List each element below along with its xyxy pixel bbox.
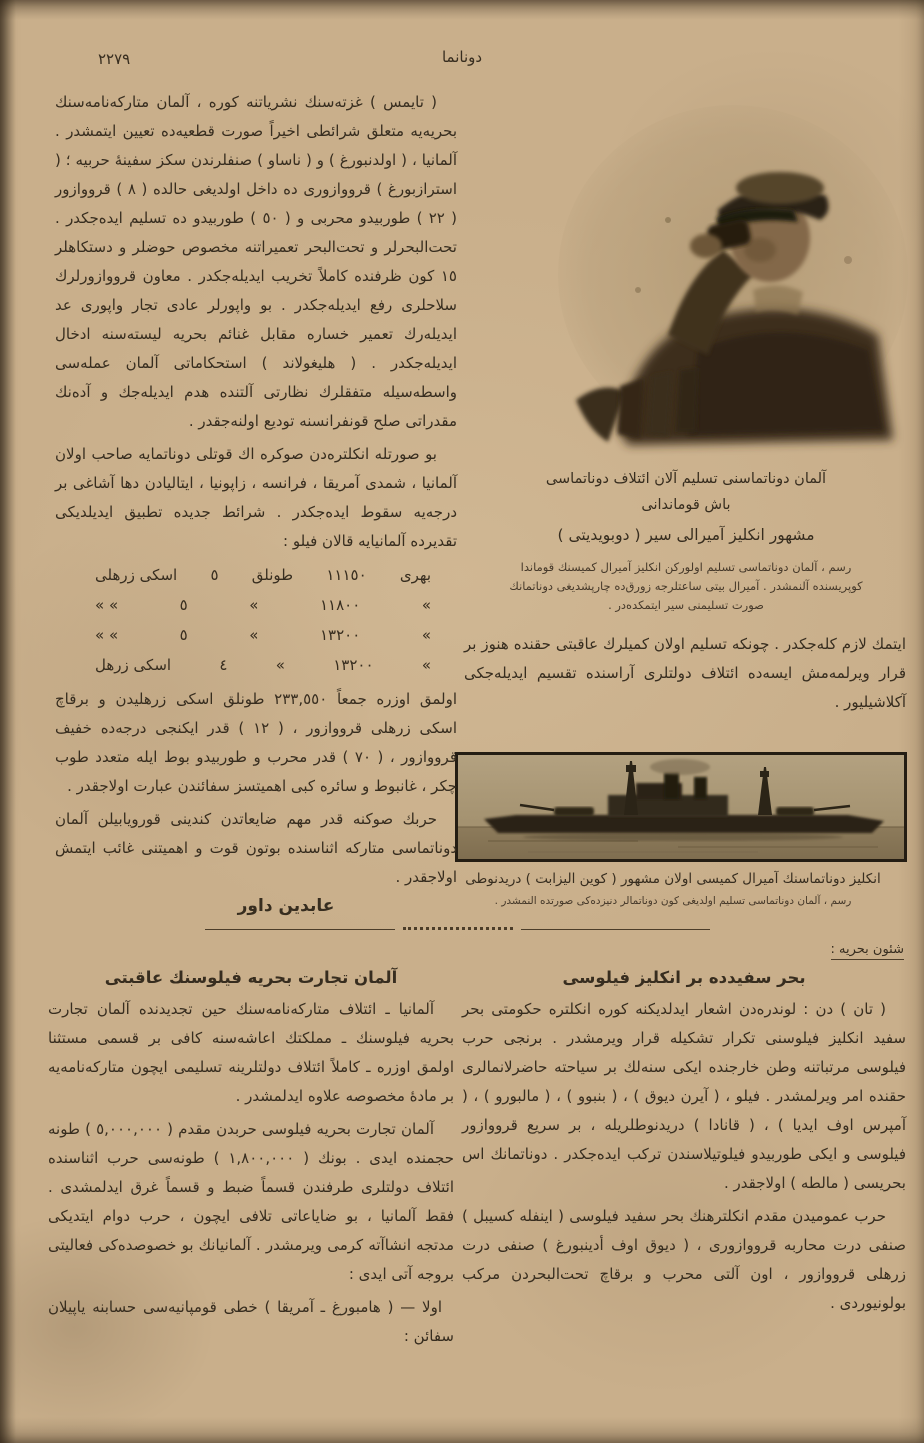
battleship-photo: [455, 752, 907, 862]
naval-affairs-rubric: [831, 938, 905, 960]
table-row: [55, 590, 457, 620]
article-heading: بحر سفيدده بر انكليز فيلوسى: [562, 968, 806, 987]
article-paragraph: ( تان ) دن : لوندره‌دن اشعار ايدلديكنه كوره انكلتره حكومتى بحر سفيد انكليز فيلوسنى تكرار تشكيله قرار ويرمشدر . برنجى حرب فيلوسى مرتباتنه وطن خارجنده ايكى سنه‌لك بر سياحته حاضرلانمالرى حقنده امر ويرلمشدر . فيلو ، ( آيرن ديوق ) ، ( بنبوو ) ، ( مالبورو ) ، ( آمپرس اوف ايديا ) ، ( قانادا ) دريدنوطلريله ، بر سريع قرووازور فيلوسى و ايكى طوربيدو فيلوتيلاسندن تركب ايده‌جكدر . دوناتمانك اس بحريسى ( مالطه ) اولاجقدر .: [462, 1000, 906, 1192]
article-paragraph: اولمق اوزره جمعاً ٢٣٣,٥٥٠ طونلق اسكى زرهليدن و برقاچ اسكى زرهلى قرووازور ، ( ١٢ ) قدر ايكنجى درجه‌ده خفيف قرووازور ، ( ٧٠ ) قدر محرب و طوربيدو بوط ايله متعدد طوب چكر ، غانبوط و سائره كبى اهميتسز سفائندن عبارت اولاجقدر .: [55, 690, 457, 795]
caption-line: انكليز دوناتماسنك آميرال كميسى اولان مشهور ( كوين اليزابت ) دريدنوطى: [465, 871, 881, 887]
fleet-strength-table: [55, 560, 457, 680]
caption-note: رسم ، آلمان دوناتماسى تسليم اولوركن انكليز آميرال كميسنك قوماندا كوپريسنده آلنمشدر . آميرال بيتى ساعتلرجه زورق‌ده چارپشديغى دوناتمانك صورت تسليمنى سير ايتمكده‌در .: [509, 560, 863, 612]
article-paragraph: اولا — ( هامبورغ ـ آمريقا ) خطى قومپانيه‌سى حسابنه ياپيلان سفائن :: [48, 1298, 454, 1345]
german-fleet-article: [55, 88, 457, 916]
article-paragraph: حرب عموميدن مقدم انكلترهنك بحر سفيد فيلوسى ( اينفله كسيبل ) صنفى درت محاربه قرووازورى ، ( ديوق اوف أدينبورغ ) صنفى درت زرهلى قرووازور ، اون آلتى محرب و برقاچ تحت‌البحردن مركب بولونيوردى .: [462, 1207, 906, 1312]
admiral-photo: [548, 100, 908, 456]
article-paragraph: حربك صوكنه قدر مهم ضايعاتدن كندينى قورويابيلن آلمان دوناتماسى متاركه اثناسنده بوتون قوت و اهميتنى غائب ايتمش اولاجقدر .: [55, 810, 457, 886]
divider-rule: [521, 929, 711, 930]
table-cell: ١١٨٠٠: [319, 596, 361, 614]
table-cell: » »: [95, 596, 119, 614]
table-row: [55, 620, 457, 650]
section-divider: [205, 928, 710, 931]
table-cell: ٥: [179, 626, 188, 644]
page-title: دونانما: [441, 48, 483, 66]
article-paragraph: بو صورتله انكلتره‌دن صوكره اك قوتلى دوناتمايه صاحب اولان آلمانيا ، شمدى آمريقا ، فرانسه ، زاپونيا ، ايتاليادن دها آشاغى بر درجه‌يه سقوط ايده‌جكدر . شرائط جديده تطبيق ايديلديكى تقديرده آلمانيايه قالان فيلو :: [55, 445, 457, 550]
table-cell: ١٣٢٠٠: [319, 626, 361, 644]
merchant-marine-article: [48, 968, 454, 1355]
table-cell: » »: [95, 626, 119, 644]
admiral-photo-illustration: [548, 100, 908, 456]
table-cell: »: [421, 626, 431, 644]
table-row: [55, 650, 457, 680]
table-cell: اسكى زرهل: [95, 656, 172, 674]
article-paragraph: آلمان تجارت بحريه فيلوسى حربدن مقدم ( ٥,٠٠٠,٠٠٠ ) طونه حجمنده ايدى . بونك ( ١,٨٠٠,٠٠٠ ) طونه‌سى حرب اثناسنده ائتلاف دولتلرى طرفندن قسماً ضبط و قسماً غرق ايدلمشدى . فقط آلمانيا ، بو ضاياعاتى تلافى ايچون ، حرب دوام ايتديكى مدتجه انشاآته كرمى ويرمشدر . آلمانيانك بو خصوصده‌كى فعاليتى بروجه آتى ايدى :: [48, 1120, 454, 1283]
mediterranean-fleet-article: [462, 968, 906, 1322]
divider-dots-ornament: [403, 927, 513, 930]
table-cell: »: [275, 656, 285, 674]
article-paragraph: ( تايمس ) غزته‌سنك نشرياتنه كوره ، آلمان متاركه‌نامه‌سنك بحريه‌يه متعلق شرائطى اخيراً صورت قطعيه‌ده تعيين ايتمشدر . آلمانيا ، ( اولدنبورغ ) و ( ناساو ) صنفلرندن سكز سفينۀ حربيه ؛ ( استرازبورغ ) قرووازورى ده داخل اولديغى حالده ( ٨ ) قرووازور ( ٢٢ ) طوربيدو محربى و ( ٥٠ ) طوربيدو ده تسليم ايده‌جكدر . تحت‌البحرلر و تحت‌البحر تعميراتنه مخصوص حوضلر و دستكاهلر ١٥ كون ظرفنده كاملاً تخريب ايديله‌جكدر . معاون قرووازورلرك سلاحلرى رفع ايديله‌جكدر . بو واپورلر عادى تجار واپورى عد ايديله‌رك تعمير خساره مقابل غنائم بحريه ليسته‌سنه ادخال ايديله‌جكدر . ( هليغولاند ) استحكاماتى آلمان عمله‌سى واسطه‌سيله متفقلرك نظارتى آلتنده هدم ايديله‌جك و آده‌نك مقدراتى صلح قونفرانسنه توديع اولنه‌جقدر .: [55, 93, 458, 430]
article-heading: آلمان تجارت بحريه فيلوسنك عاقبتى: [104, 968, 398, 987]
table-cell: »: [421, 656, 431, 674]
table-cell: ٥: [179, 596, 188, 614]
table-cell: اسكى زرهلى: [95, 566, 178, 584]
table-cell: »: [249, 626, 259, 644]
author-signature: عابدين داور: [237, 896, 335, 916]
table-cell: »: [421, 596, 431, 614]
table-cell: ١١١٥٠: [326, 566, 367, 584]
caption-line: مشهور انكليز آميرالى سير ( دوبويديتى ): [557, 526, 815, 544]
battleship-photo-caption: [438, 868, 908, 910]
table-row: [55, 560, 457, 590]
rubric-label: شئون بحريه :: [831, 942, 905, 960]
table-cell: ١٣٢٠٠: [333, 656, 374, 674]
divider-rule: [205, 929, 395, 930]
caption-note: رسم ، آلمان دوناتماسى تسليم اولديغى كون دوناتمالر دنيزده‌كى صورتده النمشدر .: [494, 895, 852, 907]
article-paragraph: ايتمك لازم كله‌جكدر . چونكه تسليم اولان كميلرك عاقبتى حقنده هنوز بر قرار ويرلمه‌مش ايسه‌ده ائتلاف دولتلرى آراسنده تقسيم ايديله‌جكى آكلاشيليور .: [464, 635, 906, 711]
table-cell: ٤: [219, 656, 228, 674]
admiral-photo-caption: [468, 466, 904, 615]
table-cell: ٥: [210, 566, 219, 584]
page-number: ٢٢٧٩: [98, 50, 131, 68]
table-cell: »: [249, 596, 259, 614]
caption-line: باش قوماندانى: [641, 497, 731, 513]
article-paragraph: آلمانيا ـ ائتلاف متاركه‌نامه‌سنك حين تجديدنده آلمان تجارت بحريه فيلوسنك ـ مملكتك اعاشه‌سنه كافى بر قسمى مستثنا اولمق اوزره ـ كاملاً ائتلاف دولتلرينه تسليمى ايچون متاركه‌نامه‌يه بر مادۀ مخصوصه علاوه ايدلمشدر .: [48, 1000, 454, 1105]
caption-line: آلمان دوناتماسنى تسليم آلان ائتلاف دوناتماسى: [545, 471, 827, 487]
table-cell: بهرى: [399, 566, 431, 584]
table-cell: طونلق: [251, 566, 294, 584]
battleship-photo-illustration: [458, 755, 904, 859]
